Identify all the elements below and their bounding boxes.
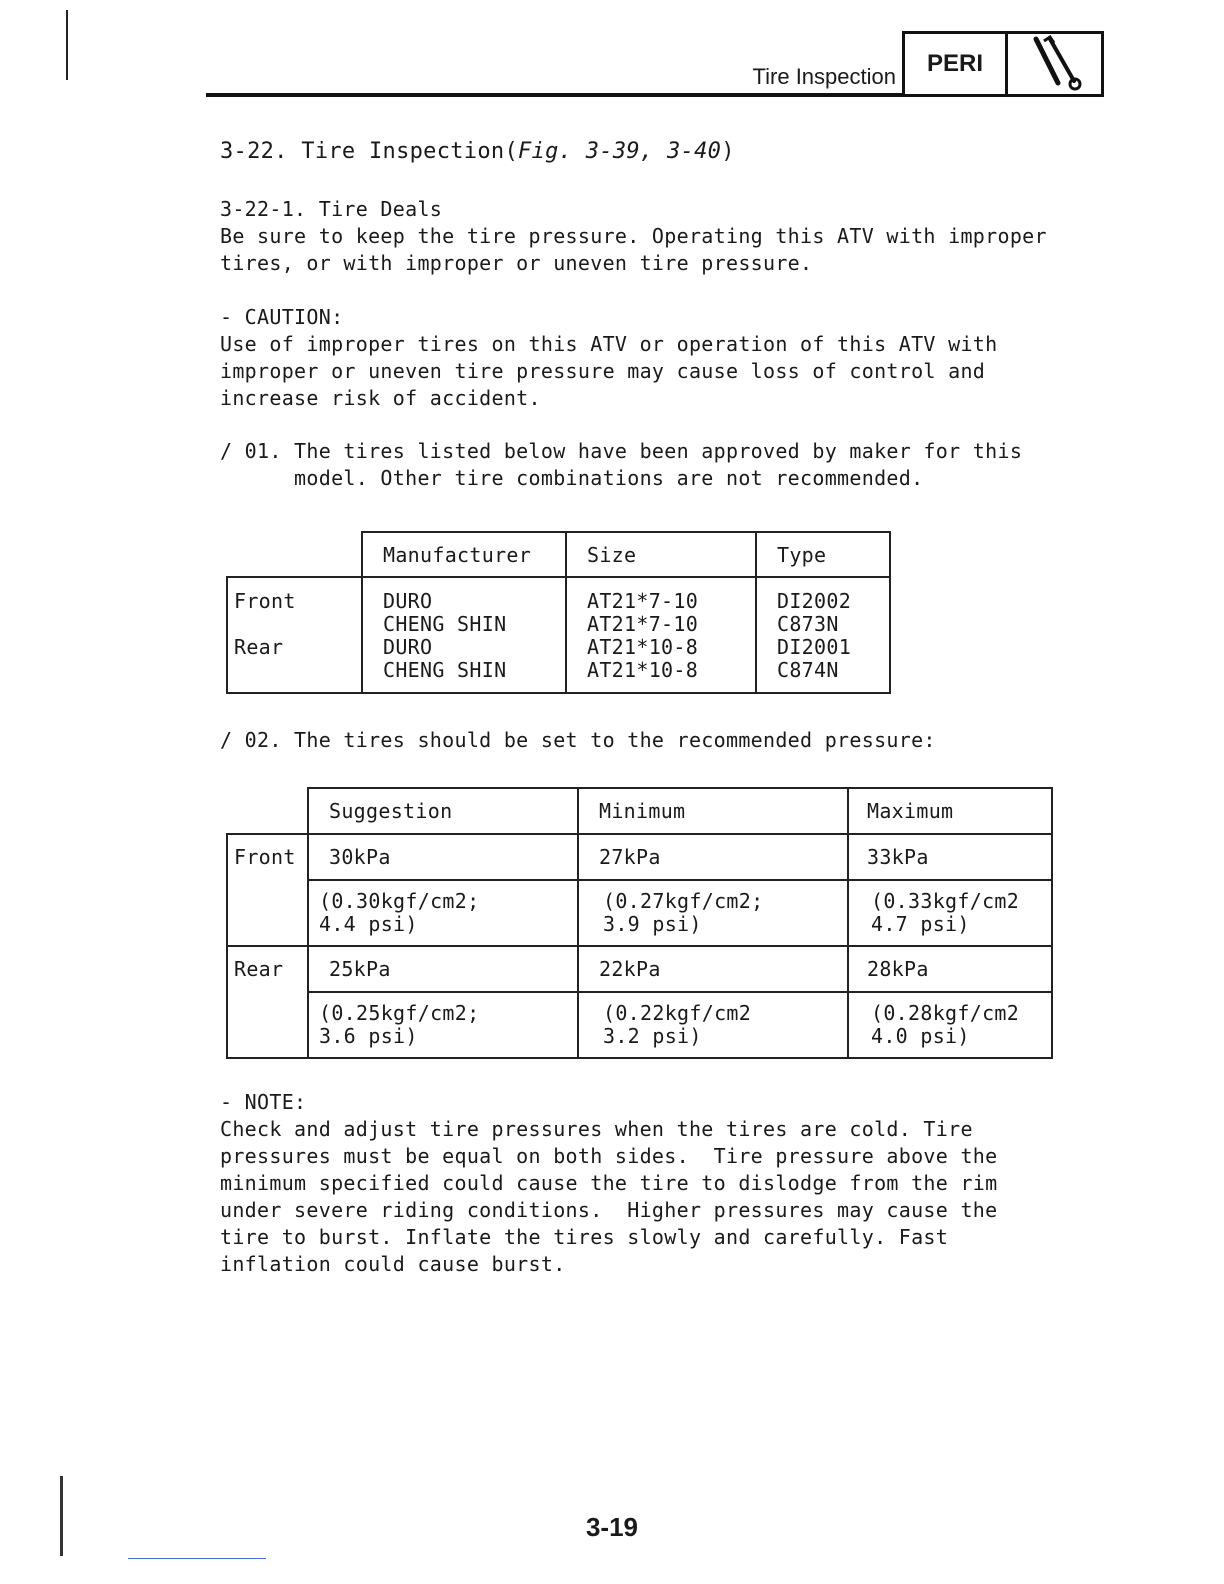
note-line: inflation could cause burst.: [220, 1252, 566, 1276]
header-title: Tire Inspection: [752, 64, 896, 89]
type-value: DI2001: [777, 635, 852, 659]
front-minimum-alt: (0.27kgf/cm2; 3.9 psi): [578, 880, 848, 946]
rear-suggestion-alt: (0.25kgf/cm2; 3.6 psi): [308, 992, 578, 1058]
header-suggestion: Suggestion: [308, 788, 578, 834]
note-line: tire to burst. Inflate the tires slowly and carefully. Fast: [220, 1225, 949, 1249]
footer-rule: [128, 1558, 266, 1559]
manufacturers-cell: [362, 577, 566, 693]
pressure-table-header-row: [227, 788, 1052, 834]
item-2-line: / 02. The tires should be set to the recommended pressure:: [220, 728, 936, 752]
caution-label: - CAUTION:: [220, 305, 344, 329]
manufacturer-value: CHENG SHIN: [383, 658, 507, 682]
row-label-rear: Rear: [227, 946, 308, 1058]
caution-line: improper or uneven tire pressure may cause loss of control and: [220, 359, 986, 383]
size-value: AT21*7-10: [587, 612, 699, 636]
header-manufacturer: Manufacturer: [362, 532, 566, 577]
row-labels-cell: [227, 577, 362, 693]
row-label-front: Front: [227, 834, 308, 946]
front-suggestion-kpa: 30kPa: [308, 834, 578, 880]
section-tab-label: PERI: [905, 34, 1008, 94]
tire-table-header-row: [227, 532, 890, 577]
section-tab: [902, 31, 1104, 97]
note-label: - NOTE:: [220, 1090, 307, 1114]
row-label-front: Front: [234, 589, 296, 613]
size-value: AT21*10-8: [587, 658, 699, 682]
manufacturer-value: DURO: [383, 589, 433, 613]
front-maximum-kpa: 33kPa: [848, 834, 1052, 880]
rear-minimum-kpa: 22kPa: [578, 946, 848, 992]
header-size: Size: [566, 532, 756, 577]
rear-alt-row: [227, 992, 1052, 1058]
tire-table: [226, 531, 891, 694]
sizes-cell: [566, 577, 756, 693]
caution-line: Use of improper tires on this ATV or operation of this ATV with: [220, 332, 998, 356]
manufacturer-value: DURO: [383, 635, 433, 659]
header-maximum: Maximum: [848, 788, 1052, 834]
figure-reference: Fig. 3-39, 3-40: [518, 139, 722, 164]
rear-maximum-kpa: 28kPa: [848, 946, 1052, 992]
rear-maximum-alt: (0.28kgf/cm2 4.0 psi): [848, 992, 1052, 1058]
note-line: Check and adjust tire pressures when the tires are cold. Tire: [220, 1117, 973, 1141]
rear-kpa-row: [227, 946, 1052, 992]
manufacturer-value: CHENG SHIN: [383, 612, 507, 636]
header-rule: [206, 93, 902, 97]
row-label-rear: Rear: [234, 635, 284, 659]
intro-line: tires, or with improper or uneven tire pressure.: [220, 251, 813, 275]
type-value: DI2002: [777, 589, 852, 613]
empty-cell: [227, 788, 308, 834]
rear-minimum-alt: (0.22kgf/cm2 3.2 psi): [578, 992, 848, 1058]
item-1-line: / 01. The tires listed below have been approved by maker for this: [220, 439, 1023, 463]
front-maximum-alt: (0.33kgf/cm2 4.7 psi): [848, 880, 1052, 946]
item-1-line: model. Other tire combinations are not recommended.: [220, 466, 924, 490]
intro-line: Be sure to keep the tire pressure. Operating this ATV with improper: [220, 224, 1047, 248]
section-heading: [220, 138, 735, 165]
caution-line: increase risk of accident.: [220, 386, 541, 410]
page-number: 3-19: [585, 1512, 639, 1542]
tire-table-body-row: [227, 577, 890, 693]
size-value: AT21*7-10: [587, 589, 699, 613]
empty-cell: [227, 532, 362, 577]
heading-close: ): [721, 139, 735, 164]
rear-suggestion-kpa: 25kPa: [308, 946, 578, 992]
header-minimum: Minimum: [578, 788, 848, 834]
scan-margin-mark: [66, 10, 68, 80]
heading-text: 3-22. Tire Inspection(: [220, 139, 518, 164]
front-minimum-kpa: 27kPa: [578, 834, 848, 880]
front-alt-row: [227, 880, 1052, 946]
note-line: minimum specified could cause the tire to dislodge from the rim: [220, 1171, 998, 1195]
types-cell: [756, 577, 890, 693]
size-value: AT21*10-8: [587, 635, 699, 659]
note-line: under severe riding conditions. Higher pressures may cause the: [220, 1198, 998, 1222]
note-line: pressures must be equal on both sides. Tire pressure above the: [220, 1144, 998, 1168]
type-value: C873N: [777, 612, 839, 636]
pressure-table: [226, 787, 1053, 1059]
front-kpa-row: [227, 834, 1052, 880]
wrench-screwdriver-icon: [1008, 34, 1101, 94]
front-suggestion-alt: (0.30kgf/cm2; 4.4 psi): [308, 880, 578, 946]
sub-heading: 3-22-1. Tire Deals: [220, 197, 443, 221]
header-type: Type: [756, 532, 890, 577]
type-value: C874N: [777, 658, 839, 682]
